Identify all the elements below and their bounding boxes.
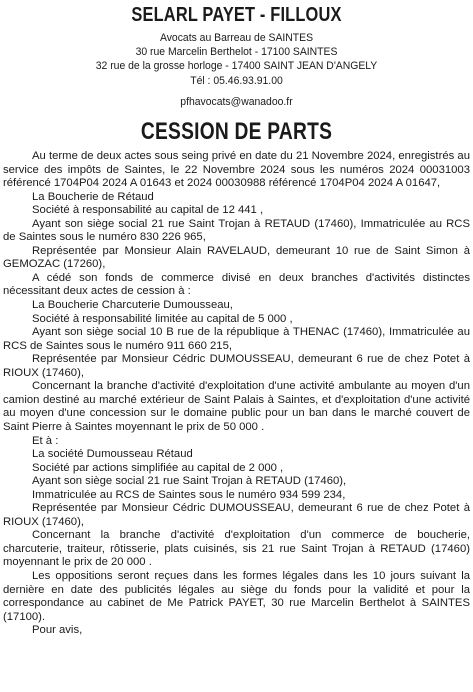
sale-statement: A cédé son fonds de commerce divisé en deux branches d'activités distinctes nécessitant deux actes de cession à : [3, 271, 470, 298]
firm-phone: Tél : 05.46.93.91.00 [190, 74, 283, 87]
buyer2-capital: Société par actions simplifiée au capital de 2 000 , [32, 461, 284, 474]
oppositions-paragraph: Les oppositions seront reçues dans les formes légales dans les 10 jours suivant la dernière en date des publicités légales au siège du fonds pour la validité et pour la correspondance au cabinet de Me Patrick PAYET, 30 rue Marcelin Berthelot à SAINTES (17100). [3, 569, 470, 623]
buyer1-branch-description: Concernant la branche d'activité d'exploitation d'une activité ambulante au moyen d'un camion destiné au marché extérieur de Saint Palais à Saintes, et d'exploitation d'une activité au moyen d'une concession sur le domaine public pour un ban dans le marché couvert de Saint Pierre à Saintes moyennant le prix de 50 000 . [3, 380, 470, 433]
firm-bar-line: Avocats au Barreau de SAINTES [159, 32, 314, 44]
notice-title: CESSION DE PARTS [140, 118, 333, 146]
firm-address-saint-jean: 32 rue de la grosse horloge - 17400 SAINT JEAN D'ANGELY [95, 60, 378, 73]
and-to-label: Et à : [32, 434, 59, 447]
intro-paragraph: Au terme de deux actes sous seing privé en date du 21 Novembre 2024, enregistrés au service des impôts de Saintes, le 22 Novembre 2024 sous les numéros 2024 00031003 référencé 1704P04 2024 A 01643 et 2024 00030988 référencé 1704P04 2024 A 01647, [3, 150, 470, 190]
seller-capital: Société à responsabilité au capital de 12 441 , [32, 204, 264, 217]
firm-name: SELARL PAYET - FILLOUX [131, 4, 342, 26]
buyer2-name: La société Dumousseau Rétaud [32, 448, 193, 461]
seller-registered-office: Ayant son siège social 21 rue Saint Trojan à RETAUD (17460), Immatriculée au RCS de Saintes sous le numéro 830 226 965, [3, 217, 470, 244]
buyer2-registration: Immatriculée au RCS de Saintes sous le numéro 934 599 234, [32, 488, 346, 501]
buyer1-registered-office: Ayant son siège social 10 B rue de la république à THENAC (17460), Immatriculée au RCS de Saintes sous le numéro 911 660 215, [3, 326, 470, 352]
closing-line: Pour avis, [32, 624, 83, 637]
firm-email: pfhavocats@wanadoo.fr [180, 95, 293, 108]
notice-body [3, 150, 470, 638]
buyer2-representative: Représentée par Monsieur Cédric DUMOUSSEAU, demeurant 6 rue de chez Potet à RIOUX (17460), [3, 502, 470, 528]
buyer1-name: La Boucherie Charcuterie Dumousseau, [32, 299, 233, 312]
buyer1-representative: Représentée par Monsieur Cédric DUMOUSSEAU, demeurant 6 rue de chez Potet à RIOUX (17460), [3, 353, 470, 379]
buyer1-capital: Société à responsabilité limitée au capital de 5 000 , [32, 312, 293, 325]
buyer2-branch-description: Concernant la branche d'activité d'exploitation d'un commerce de boucherie, charcuterie, traiteur, rôtisserie, plats cuisinés, sis 21 rue Saint Trojan à RETAUD (17460) moyennant le prix de 20 000 . [3, 529, 470, 569]
buyer2-registered-office: Ayant son siège social 21 rue Saint Trojan à RETAUD (17460), [32, 475, 347, 488]
seller-representative: Représentée par Monsieur Alain RAVELAUD, demeurant 10 rue de Saint Simon à GEMOZAC (17260), [3, 244, 470, 271]
seller-name: La Boucherie de Rétaud [32, 190, 154, 203]
firm-address-saintes: 30 rue Marcelin Berthelot - 17100 SAINTES [135, 46, 338, 59]
